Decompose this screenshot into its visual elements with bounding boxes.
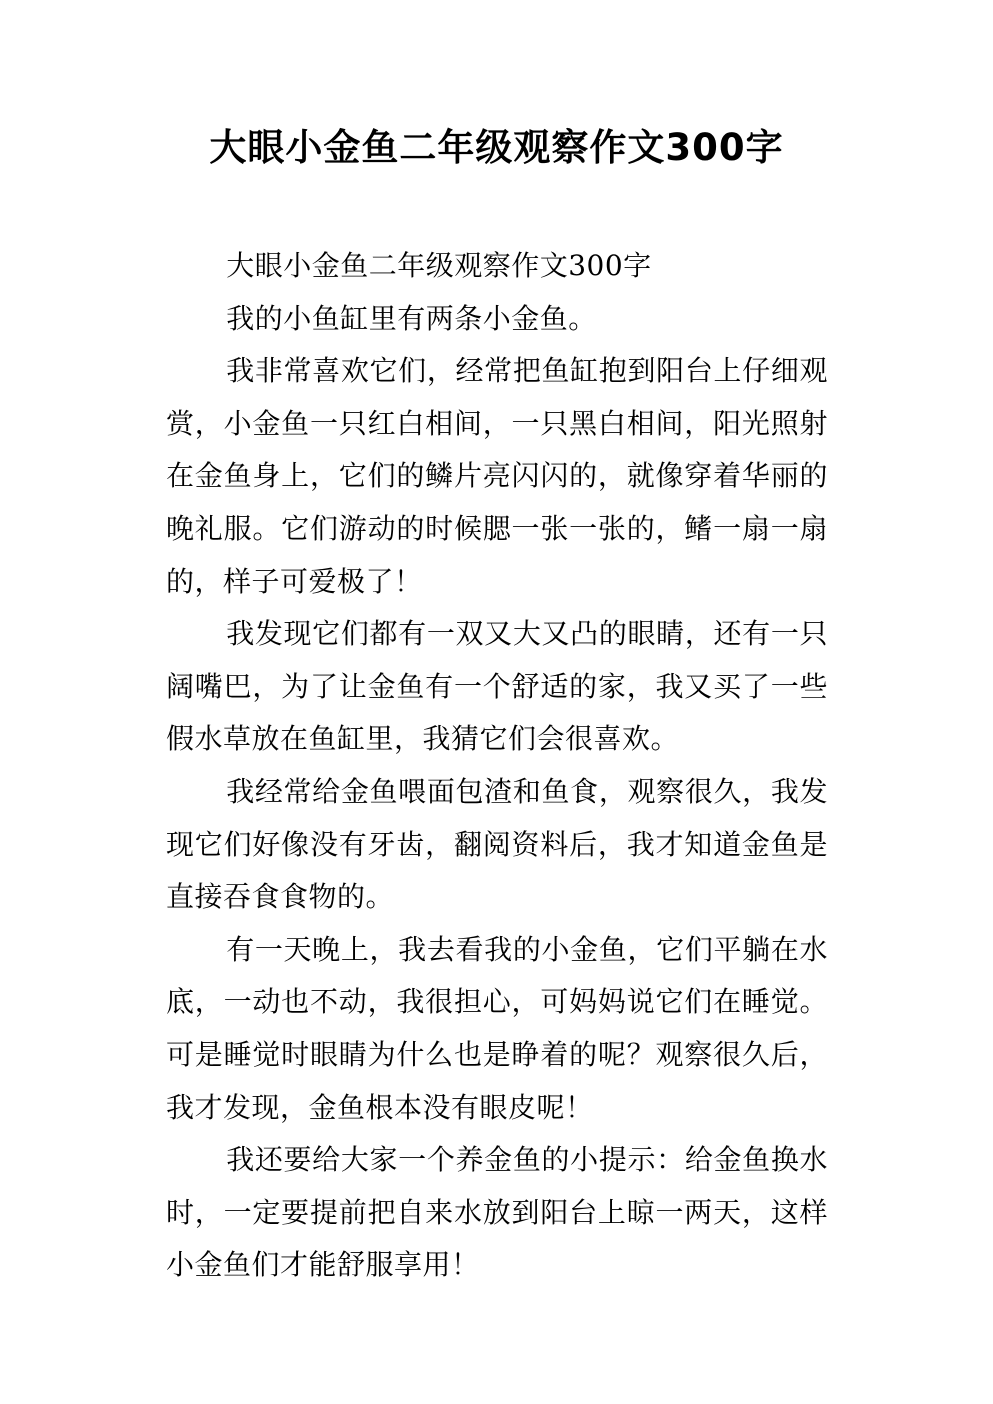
paragraph-6: 我还要给大家一个养金鱼的小提示：给金鱼换水时，一定要提前把自来水放到阳台上晾一两天，这样小金鱼们才能舒服享用！ (166, 1143, 828, 1282)
paragraph-4: 我经常给金鱼喂面包渣和鱼食，观察很久，我发现它们好像没有牙齿，翻阅资料后，我才知道金鱼是直接吞食食物的。 (166, 774, 828, 914)
paragraph-3: 我发现它们都有一双又大又凸的眼睛，还有一只阔嘴巴，为了让金鱼有一个舒适的家，我又买了一些假水草放在鱼缸里，我猜它们会很喜欢。 (166, 617, 828, 756)
paragraph-2: 我非常喜欢它们，经常把鱼缸抱到阳台上仔细观赏，小金鱼一只红白相间，一只黑白相间，阳光照射在金鱼身上，它们的鳞片亮闪闪的，就像穿着华丽的晚礼服。它们游动的时候腮一张一张的，鳍一扇一扇的，样子可爱极了！ (166, 354, 828, 598)
paragraph-1: 我的小鱼缸里有两条小金鱼。 (226, 301, 597, 335)
paragraph-subtitle: 大眼小金鱼二年级观察作文300字 (226, 249, 652, 282)
document-body (166, 240, 828, 1292)
paragraph-5: 有一天晚上，我去看我的小金鱼，它们平躺在水底，一动也不动，我很担心，可妈妈说它们在睡觉。可是睡觉时眼睛为什么也是睁着的呢？观察很久后，我才发现，金鱼根本没有眼皮呢！ (166, 932, 828, 1124)
document-title: 大眼小金鱼二年级观察作文300字 (209, 126, 784, 169)
